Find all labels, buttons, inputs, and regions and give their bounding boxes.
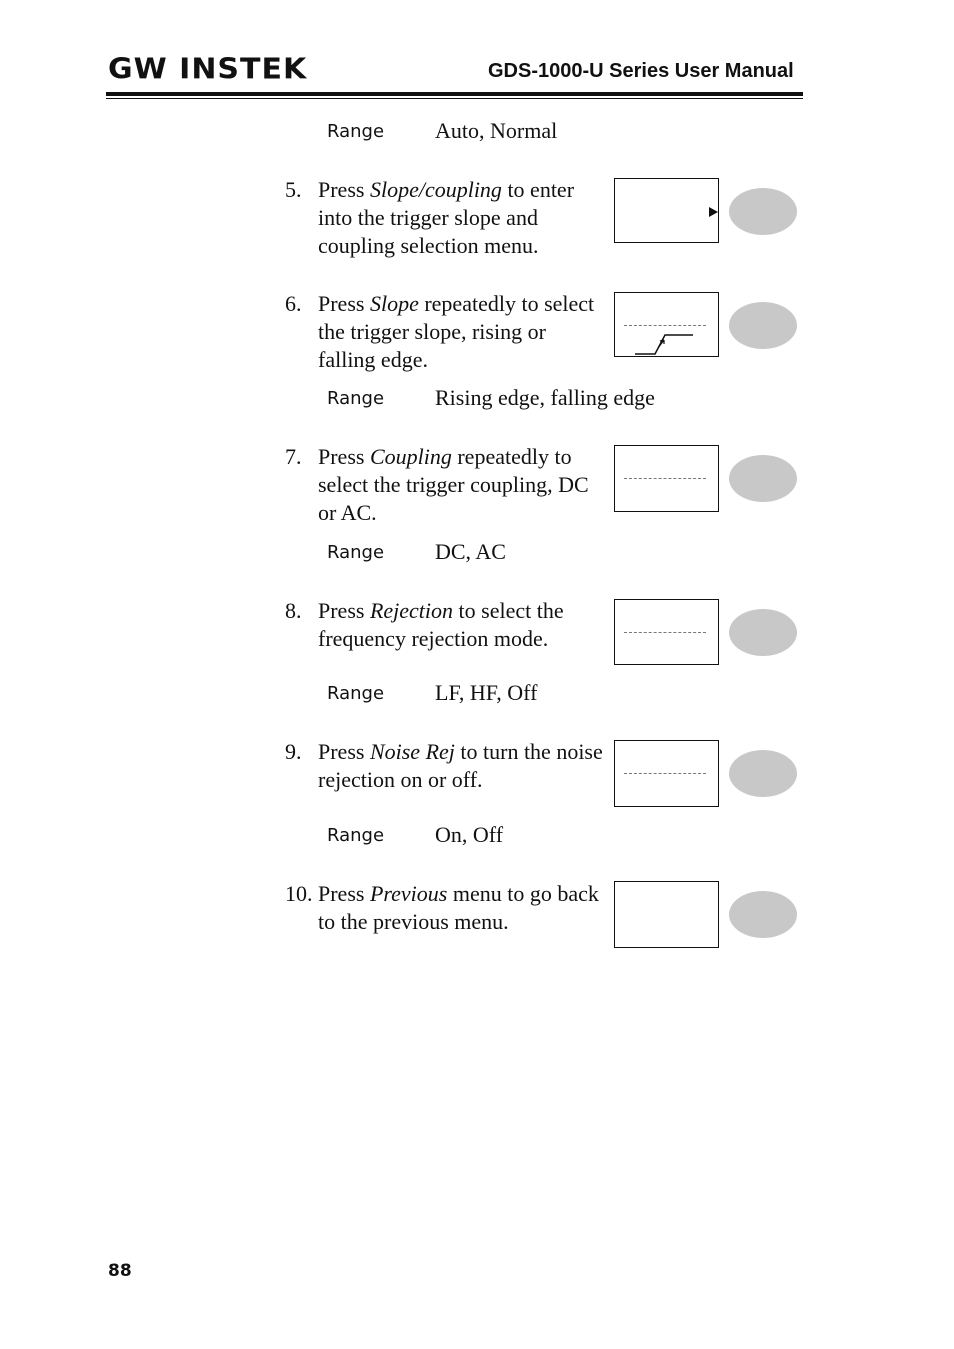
document-title: GDS-1000-U Series User Manual <box>488 60 794 82</box>
step-text: Press Previous menu to go back to the previous menu. <box>318 881 599 934</box>
softkey-slope <box>614 292 719 357</box>
step-keyword: Noise Rej <box>369 739 455 764</box>
softkey-button[interactable] <box>729 302 797 349</box>
header-rule-thin <box>106 98 803 99</box>
softkey-button[interactable] <box>729 188 797 235</box>
range-value: On, Off <box>435 822 504 847</box>
step-number: 5. <box>285 177 302 202</box>
softkey-previous <box>614 881 719 948</box>
step-keyword: Previous <box>369 881 448 906</box>
range-label: Range <box>327 825 385 846</box>
step-keyword: Coupling <box>369 444 452 469</box>
step-text: Press Rejection to select the frequency rejection mode. <box>318 598 564 651</box>
softkey-noise-rej <box>614 740 719 807</box>
menu-divider <box>624 773 706 774</box>
range-label: Range <box>327 683 385 704</box>
step-number: 7. <box>285 444 302 469</box>
rising-edge-icon <box>633 331 695 357</box>
range-value: LF, HF, Off <box>435 680 538 705</box>
brand-logo: GW INSTEK <box>108 52 308 87</box>
step-number: 8. <box>285 598 302 623</box>
step-number: 10. <box>285 881 313 906</box>
softkey-coupling <box>614 445 719 512</box>
softkey-button[interactable] <box>729 750 797 797</box>
softkey-rejection <box>614 599 719 665</box>
step-keyword: Slope <box>369 291 419 316</box>
range-value: Rising edge, falling edge <box>435 385 655 410</box>
range-value: Auto, Normal <box>435 118 558 143</box>
step-number: 9. <box>285 739 302 764</box>
softkey-button[interactable] <box>729 455 797 502</box>
range-label: Range <box>327 542 385 563</box>
step-text: Press Noise Rej to turn the noise rejection on or off. <box>318 739 603 792</box>
softkey-slope-coupling <box>614 178 719 243</box>
header-rule <box>106 92 803 96</box>
softkey-button[interactable] <box>729 891 797 938</box>
step-text: Press Coupling repeatedly to select the trigger coupling, DC or AC. <box>318 444 589 525</box>
arrow-right-icon <box>709 207 718 217</box>
step-keyword: Slope/coupling <box>369 177 502 202</box>
softkey-button[interactable] <box>729 609 797 656</box>
range-label: Range <box>327 121 385 142</box>
step-text: Press Slope/coupling to enter into the trigger slope and coupling selection menu. <box>318 177 575 258</box>
menu-divider <box>624 325 706 326</box>
range-label: Range <box>327 388 385 409</box>
step-keyword: Rejection <box>369 598 454 623</box>
menu-divider <box>624 632 706 633</box>
page-number: 88 <box>108 1261 132 1281</box>
step-text: Press Slope repeatedly to select the trigger slope, rising or falling edge. <box>318 291 595 372</box>
range-value: DC, AC <box>435 539 506 564</box>
menu-divider <box>624 478 706 479</box>
step-number: 6. <box>285 291 302 316</box>
